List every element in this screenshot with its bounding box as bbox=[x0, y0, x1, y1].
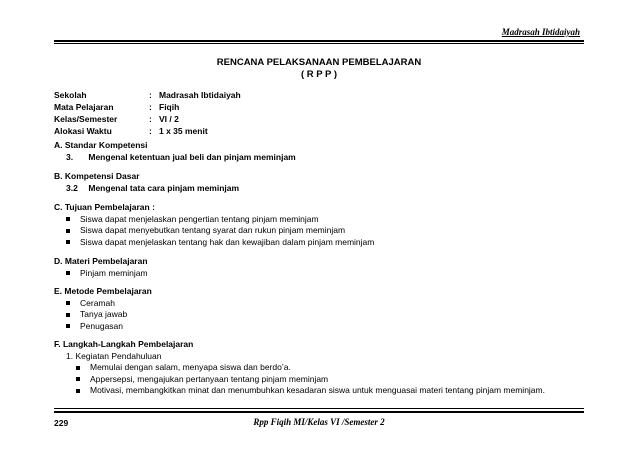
footer-rule bbox=[54, 411, 584, 413]
bullet-square-icon bbox=[66, 240, 70, 244]
section-heading: E. Metode Pembelajaran bbox=[54, 286, 152, 296]
section-a bbox=[54, 140, 296, 163]
header-rule bbox=[54, 40, 584, 42]
section-heading: F. Langkah-Langkah Pembelajaran bbox=[54, 339, 194, 349]
section-b bbox=[54, 171, 239, 194]
bullet-item: Motivasi, membangkitkan minat dan menumbuhkan kesadaran siswa untuk menguasai materi tentang pinjam meminjam. bbox=[54, 385, 545, 397]
bullet-item: Siswa dapat menyebutkan tentang syarat dan rukun pinjam meminjam bbox=[54, 225, 374, 237]
identity-table bbox=[54, 89, 241, 137]
bullet-square-icon bbox=[76, 389, 80, 393]
subsection-heading: 1. Kegiatan Pendahuluan bbox=[66, 350, 162, 361]
bullet-item: Siswa dapat menjelaskan tentang hak dan kewajiban dalam pinjam meminjam bbox=[54, 237, 374, 249]
bullet-item: Penugasan bbox=[54, 321, 152, 333]
bullet-item: Appersepsi, mengajukan pertanyaan tentang pinjam meminjam bbox=[54, 374, 545, 386]
section-f bbox=[54, 339, 545, 397]
section-heading: D. Materi Pembelajaran bbox=[54, 256, 148, 266]
identity-colon: : bbox=[149, 102, 152, 112]
footer-rule-thin bbox=[54, 408, 584, 409]
section-heading: A. Standar Kompetensi bbox=[54, 140, 148, 150]
identity-value: Fiqih bbox=[159, 102, 180, 112]
identity-key: Alokasi Waktu bbox=[54, 126, 112, 136]
section-c bbox=[54, 202, 374, 248]
identity-row bbox=[54, 89, 241, 101]
section-item bbox=[54, 183, 239, 195]
header-rule-thin bbox=[54, 43, 584, 44]
item-text: Mengenal ketentuan jual beli dan pinjam meminjam bbox=[88, 151, 296, 162]
page-number: 229 bbox=[54, 418, 69, 428]
identity-row bbox=[54, 125, 241, 137]
running-header: Madrasah Ibtidaiyah bbox=[501, 27, 580, 37]
bullet-square-icon bbox=[66, 217, 70, 221]
section-d bbox=[54, 256, 148, 279]
identity-value: Madrasah Ibtidaiyah bbox=[159, 90, 241, 100]
item-number: 3.2 bbox=[66, 182, 78, 193]
bullet-square-icon bbox=[66, 313, 70, 317]
identity-value: VI / 2 bbox=[159, 114, 179, 124]
bullet-item: Memulai dengan salam, menyapa siswa dan berdo’a. bbox=[54, 362, 545, 374]
bullet-square-icon bbox=[66, 271, 70, 275]
identity-colon: : bbox=[149, 126, 152, 136]
running-footer: Rpp Fiqih MI/Kelas VI /Semester 2 bbox=[253, 417, 385, 427]
bullet-square-icon bbox=[76, 377, 80, 381]
section-item bbox=[54, 152, 296, 164]
identity-row bbox=[54, 101, 241, 113]
identity-row bbox=[54, 113, 241, 125]
bullet-square-icon bbox=[76, 366, 80, 370]
section-e bbox=[54, 286, 152, 332]
document-title bbox=[54, 57, 584, 81]
bullet-item: Siswa dapat menjelaskan pengertian tentang pinjam meminjam bbox=[54, 214, 374, 226]
identity-key: Kelas/Semester bbox=[54, 114, 118, 124]
bullet-square-icon bbox=[66, 229, 70, 233]
bullet-square-icon bbox=[66, 324, 70, 328]
title-line-1: RENCANA PELAKSANAAN PEMBELAJARAN bbox=[216, 57, 422, 68]
bullet-square-icon bbox=[66, 301, 70, 305]
bullet-item: Tanya jawab bbox=[54, 309, 152, 321]
bullet-item: Pinjam meminjam bbox=[54, 268, 148, 280]
bullet-item: Ceramah bbox=[54, 298, 152, 310]
identity-key: Sekolah bbox=[54, 90, 87, 100]
item-text: Mengenal tata cara pinjam meminjam bbox=[88, 182, 240, 193]
item-number: 3. bbox=[66, 151, 74, 162]
section-heading: C. Tujuan Pembelajaran : bbox=[54, 202, 155, 212]
identity-value: 1 x 35 menit bbox=[159, 126, 208, 136]
title-line-2: ( R P P ) bbox=[300, 69, 338, 80]
section-heading: B. Kompetensi Dasar bbox=[54, 171, 140, 181]
identity-colon: : bbox=[149, 114, 152, 124]
identity-colon: : bbox=[149, 90, 152, 100]
identity-key: Mata Pelajaran bbox=[54, 102, 114, 112]
